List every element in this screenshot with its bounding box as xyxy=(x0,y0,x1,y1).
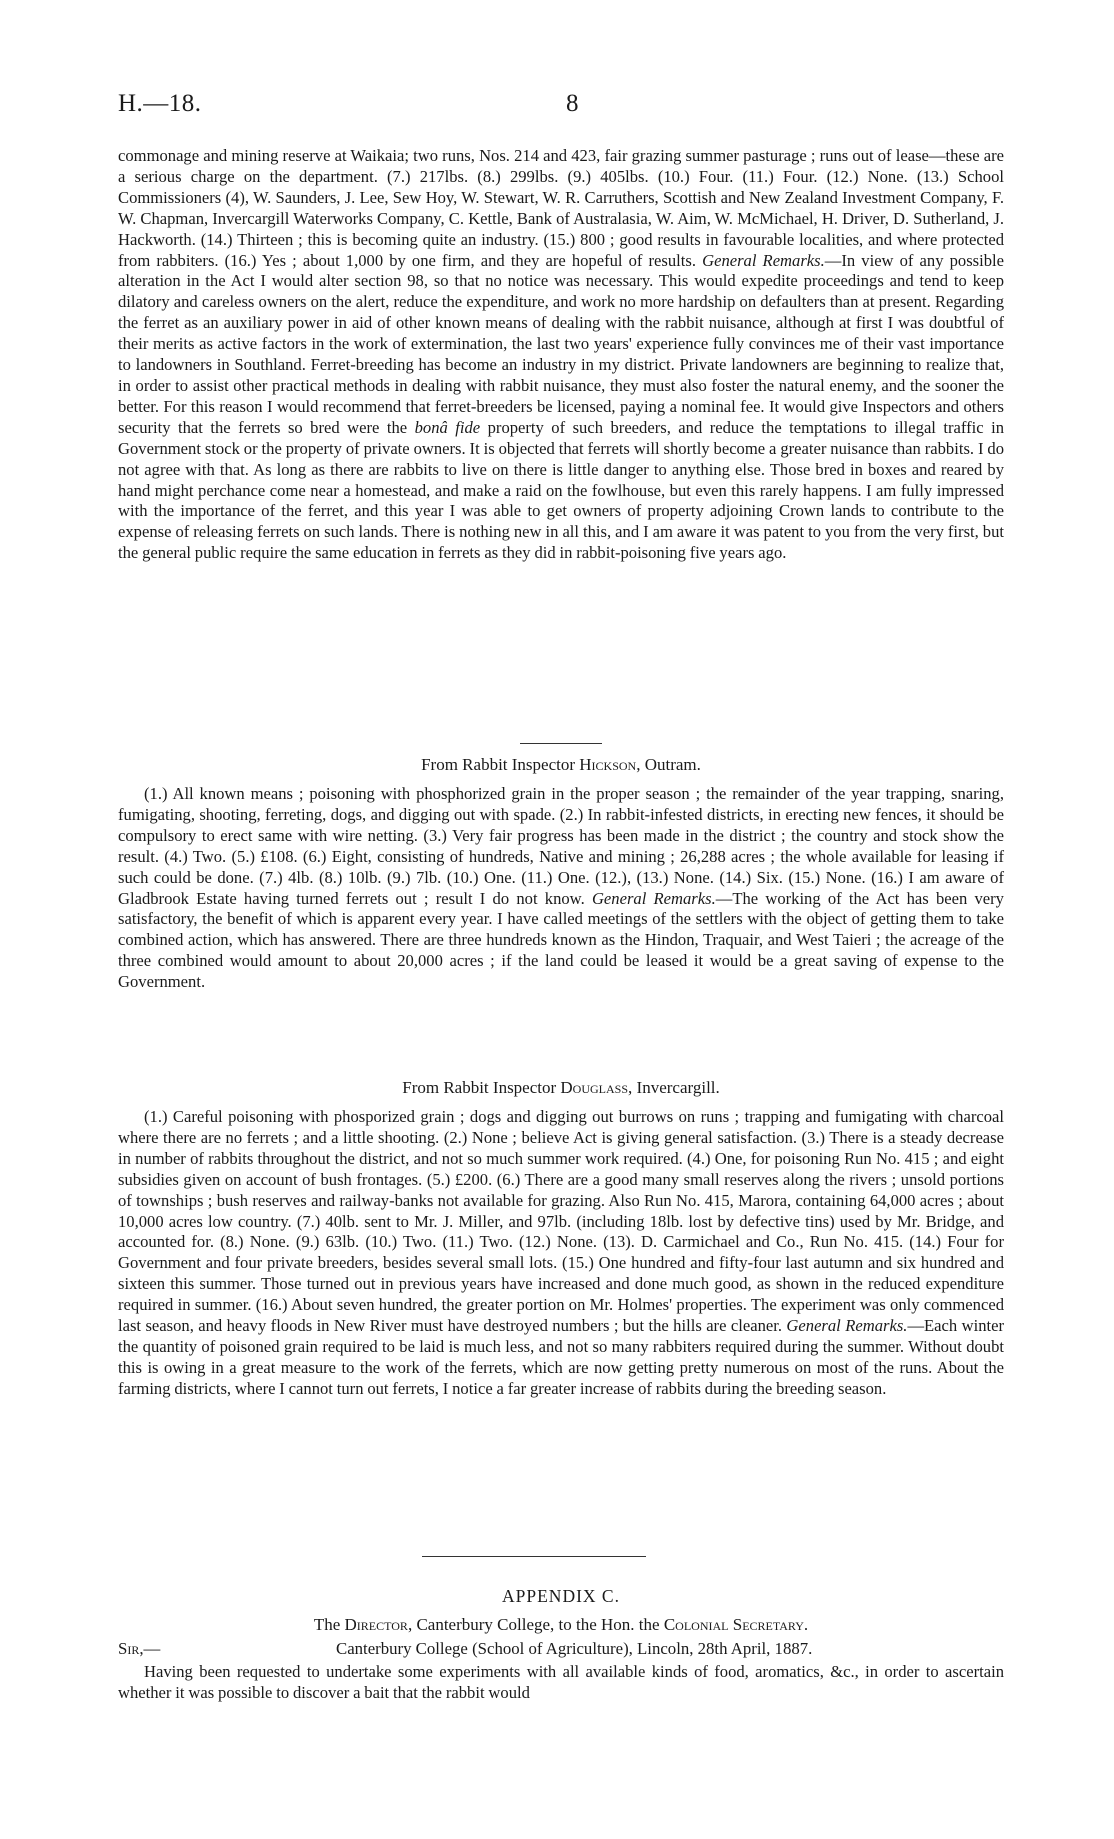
address-the: The xyxy=(313,1615,341,1634)
document-reference: H.—18. xyxy=(118,90,202,117)
letter-address-line xyxy=(118,1615,1004,1635)
general-remarks-label: General Remarks. xyxy=(786,1316,908,1336)
continued-text: commonage and mining reserve at Waikaia; two runs, Nos. 214 and 423, fair grazing summer pasturage ; runs out of lease—these are a serious charge on the department. (7.) 217lbs. (8.) 299lbs. (9.) 405lbs. (10.) Four. (11.) Four. (12.) None. (13.) School Commissioners (4), W. Saunders, J. Lee, Sew Hoy, W. Stewart, W. R. Carruthers, Scottish and New Zealand Investment Company, F. W. Chapman, Invercargill Waterworks Company, C. Kettle, Bank of Australasia, W. Aim, W. McMichael, H. Driver, D. Sutherland, J. Hackworth. (14.) Thirteen ; this is becoming quite an industry. (15.) 800 ; good results in favourable localities, and where protected from rabbiters. (16.) Yes ; about 1,000 by one firm, and they are hopeful of results. xyxy=(118,146,1004,270)
douglass-report xyxy=(118,1107,1004,1400)
page-number: 8 xyxy=(566,90,579,117)
remarks-text-part1: —In view of any possible alteration in the Act I would alter section 98, so that no notice was necessary. This would expedite proceedings and tend to keep dilatory and careless owners on the alert, reduce the expenditure, and work no more hardship on defaulters than at present. Regarding the ferret as an auxiliary power in aid of other known means of dealing with the rabbit nuisance, although at first I was doubtful of their merits as active factors in the work of extermination, the last two years' experience fully convinces me of their vast importance to landowners in Southland. Ferret-breeding has become an industry in my district. Private landowners are beginning to realize that, in order to assist other practical methods in dealing with rabbit nuisance, they must also foster the natural enemy, and the sooner the better. For this reason I would recommend that ferret-breeders be licensed, paying a nominal fee. It would give Inspectors and others security that the ferrets so bred were the xyxy=(118,250,1004,437)
hickson-report-heading xyxy=(118,755,1004,775)
continued-paragraph xyxy=(118,146,1004,564)
hickson-paragraph xyxy=(118,784,1004,993)
hickson-report xyxy=(118,784,1004,993)
appendix-title: APPENDIX C. xyxy=(502,1586,620,1606)
hickson-text-part1: (1.) All known means ; poisoning with phosphorized grain in the proper season ; the remainder of the year trapping, snaring, fumigating, shooting, ferreting, dogs, and digging out with spade. (2.) In rabbit-infested districts, in erecting new fences, it should be compulsory to erect same with wire netting. (3.) Very fair progress has been made in the district ; the country and stock show the result. (4.) Two. (5.) £108. (6.) Eight, consisting of hundreds, Native and mining ; 26,288 acres ; the whole available for leasing if such could be done. (7.) 4lb. (8.) 10lb. (9.) 7lb. (10.) One. (11.) One. (12.), (13.) None. (14.) Six. (15.) None. (16.) I am aware of Gladbrook Estate having turned ferrets out ; result I do not know. xyxy=(118,784,1004,908)
section-divider xyxy=(520,743,602,744)
remarks-text-part2: property of such breeders, and reduce the temptations to illegal traffic in Government stock or the property of private owners. It is objected that ferrets will shortly become a greater nuisance than rabbits. I do not agree with that. As long as there are rabbits to live on there is little danger to anything else. Those bred in boxes and reared by hand might perchance come near a homestead, and make a raid on the fowlhouse, but even this rarely happens. I am fully impressed with the importance of the ferret, and this year I was able to get owners of property adjoining Crown lands to contribute to the expense of releasing ferrets on such lands. There is nothing new in all this, and I am aware it was patent to you from the very first, but the general public require the same education in ferrets as they did in rabbit-poisoning five years ago. xyxy=(118,417,1004,563)
sender-title: Director xyxy=(344,1615,408,1634)
hickson-text-part2: —The working of the Act has been very satisfactory, the benefit of which is apparent every year. I have called meetings of the settlers with the object of getting them to take combined action, which has answered. There are three hundreds known as the Hindon, Traquair, and West Taieri ; the acreage of the three combined would amount to about 20,000 acres ; if the land could be leased it would be a great saving of expense to the Government. xyxy=(118,888,1004,992)
letter-body xyxy=(118,1662,1004,1704)
general-remarks-label: General Remarks. xyxy=(702,250,825,270)
address-middle: , Canterbury College, to the Hon. the xyxy=(407,1615,660,1634)
general-remarks-label: General Remarks. xyxy=(591,888,716,908)
douglass-text-part2: —Each winter the quantity of poisoned grain required to be laid is much less, and not so many rabbiters required during the summer. Without doubt this is owing in a great measure to the work of the ferrets, which are now getting pretty numerous on most of the runs. About the farming districts, where I cannot turn out ferrets, I notice a far greater increase of rabbits during the breeding season. xyxy=(118,1316,1005,1398)
appendix-divider xyxy=(422,1556,646,1557)
inspector-place: , Invercargill. xyxy=(628,1078,720,1097)
inspector-name: Douglass xyxy=(560,1078,629,1097)
douglass-report-heading xyxy=(118,1078,1004,1098)
salutation: Sir,— xyxy=(118,1639,161,1658)
heading-prefix: From Rabbit Inspector xyxy=(421,755,576,774)
continued-report xyxy=(118,146,1004,564)
heading-prefix: From Rabbit Inspector xyxy=(402,1078,557,1097)
douglass-paragraph xyxy=(118,1107,1004,1400)
address-end: . xyxy=(803,1615,809,1634)
bona-fide-term: bonâ fide xyxy=(414,417,481,437)
douglass-text-part1: (1.) Careful poisoning with phosporized grain ; dogs and digging out burrows on runs ; trapping and fumigating with charcoal where there are no ferrets ; and a little shooting. (2.) None ; believe Act is giving general satisfaction. (3.) There is a steady decrease in number of rabbits throughout the district, and not so much summer work required. (4.) One, for poisoning Run No. 415 ; and eight subsidies given on account of bush frontages. (5.) £200. (6.) There are a good many small reserves along the rivers ; unsold portions of townships ; bush reserves and railway-banks not available for grazing. Also Run No. 415, Marora, containing 64,000 acres ; about 10,000 acres low country. (7.) 40lb. sent to Mr. J. Miller, and 97lb. (including 18lb. lost by defective tins) used by Mr. Bridge, and accounted for. (8.) None. (9.) 63lb. (10.) Two. (11.) Two. (12.) None. (13). D. Carmichael and Co., Run No. 415. (14.) Four for Government and four private breeders, besides several small lots. (15.) One hundred and fifty-four last autumn and six hundred and sixteen this summer. Those turned out in previous years have increased and done much good, as shown in the reduced expenditure required in summer. (16.) About seven hundred, the greater portion on Mr. Holmes' properties. The experiment was only commenced last season, and heavy floods in New River must have destroyed numbers ; but the hills are cleaner. xyxy=(118,1107,1004,1336)
letter-place-date: Canterbury College (School of Agriculture), Lincoln, 28th April, 1887. xyxy=(336,1639,813,1658)
page-header xyxy=(118,90,996,126)
letter-opening-paragraph: Having been requested to undertake some experiments with all available kinds of food, aromatics, &c., in order to ascertain whether it was possible to discover a bait that the rabbit would xyxy=(118,1662,1004,1702)
inspector-name: Hickson xyxy=(579,755,637,774)
inspector-place: , Outram. xyxy=(636,755,701,774)
recipient-title: Colonial Secretary xyxy=(663,1615,804,1634)
